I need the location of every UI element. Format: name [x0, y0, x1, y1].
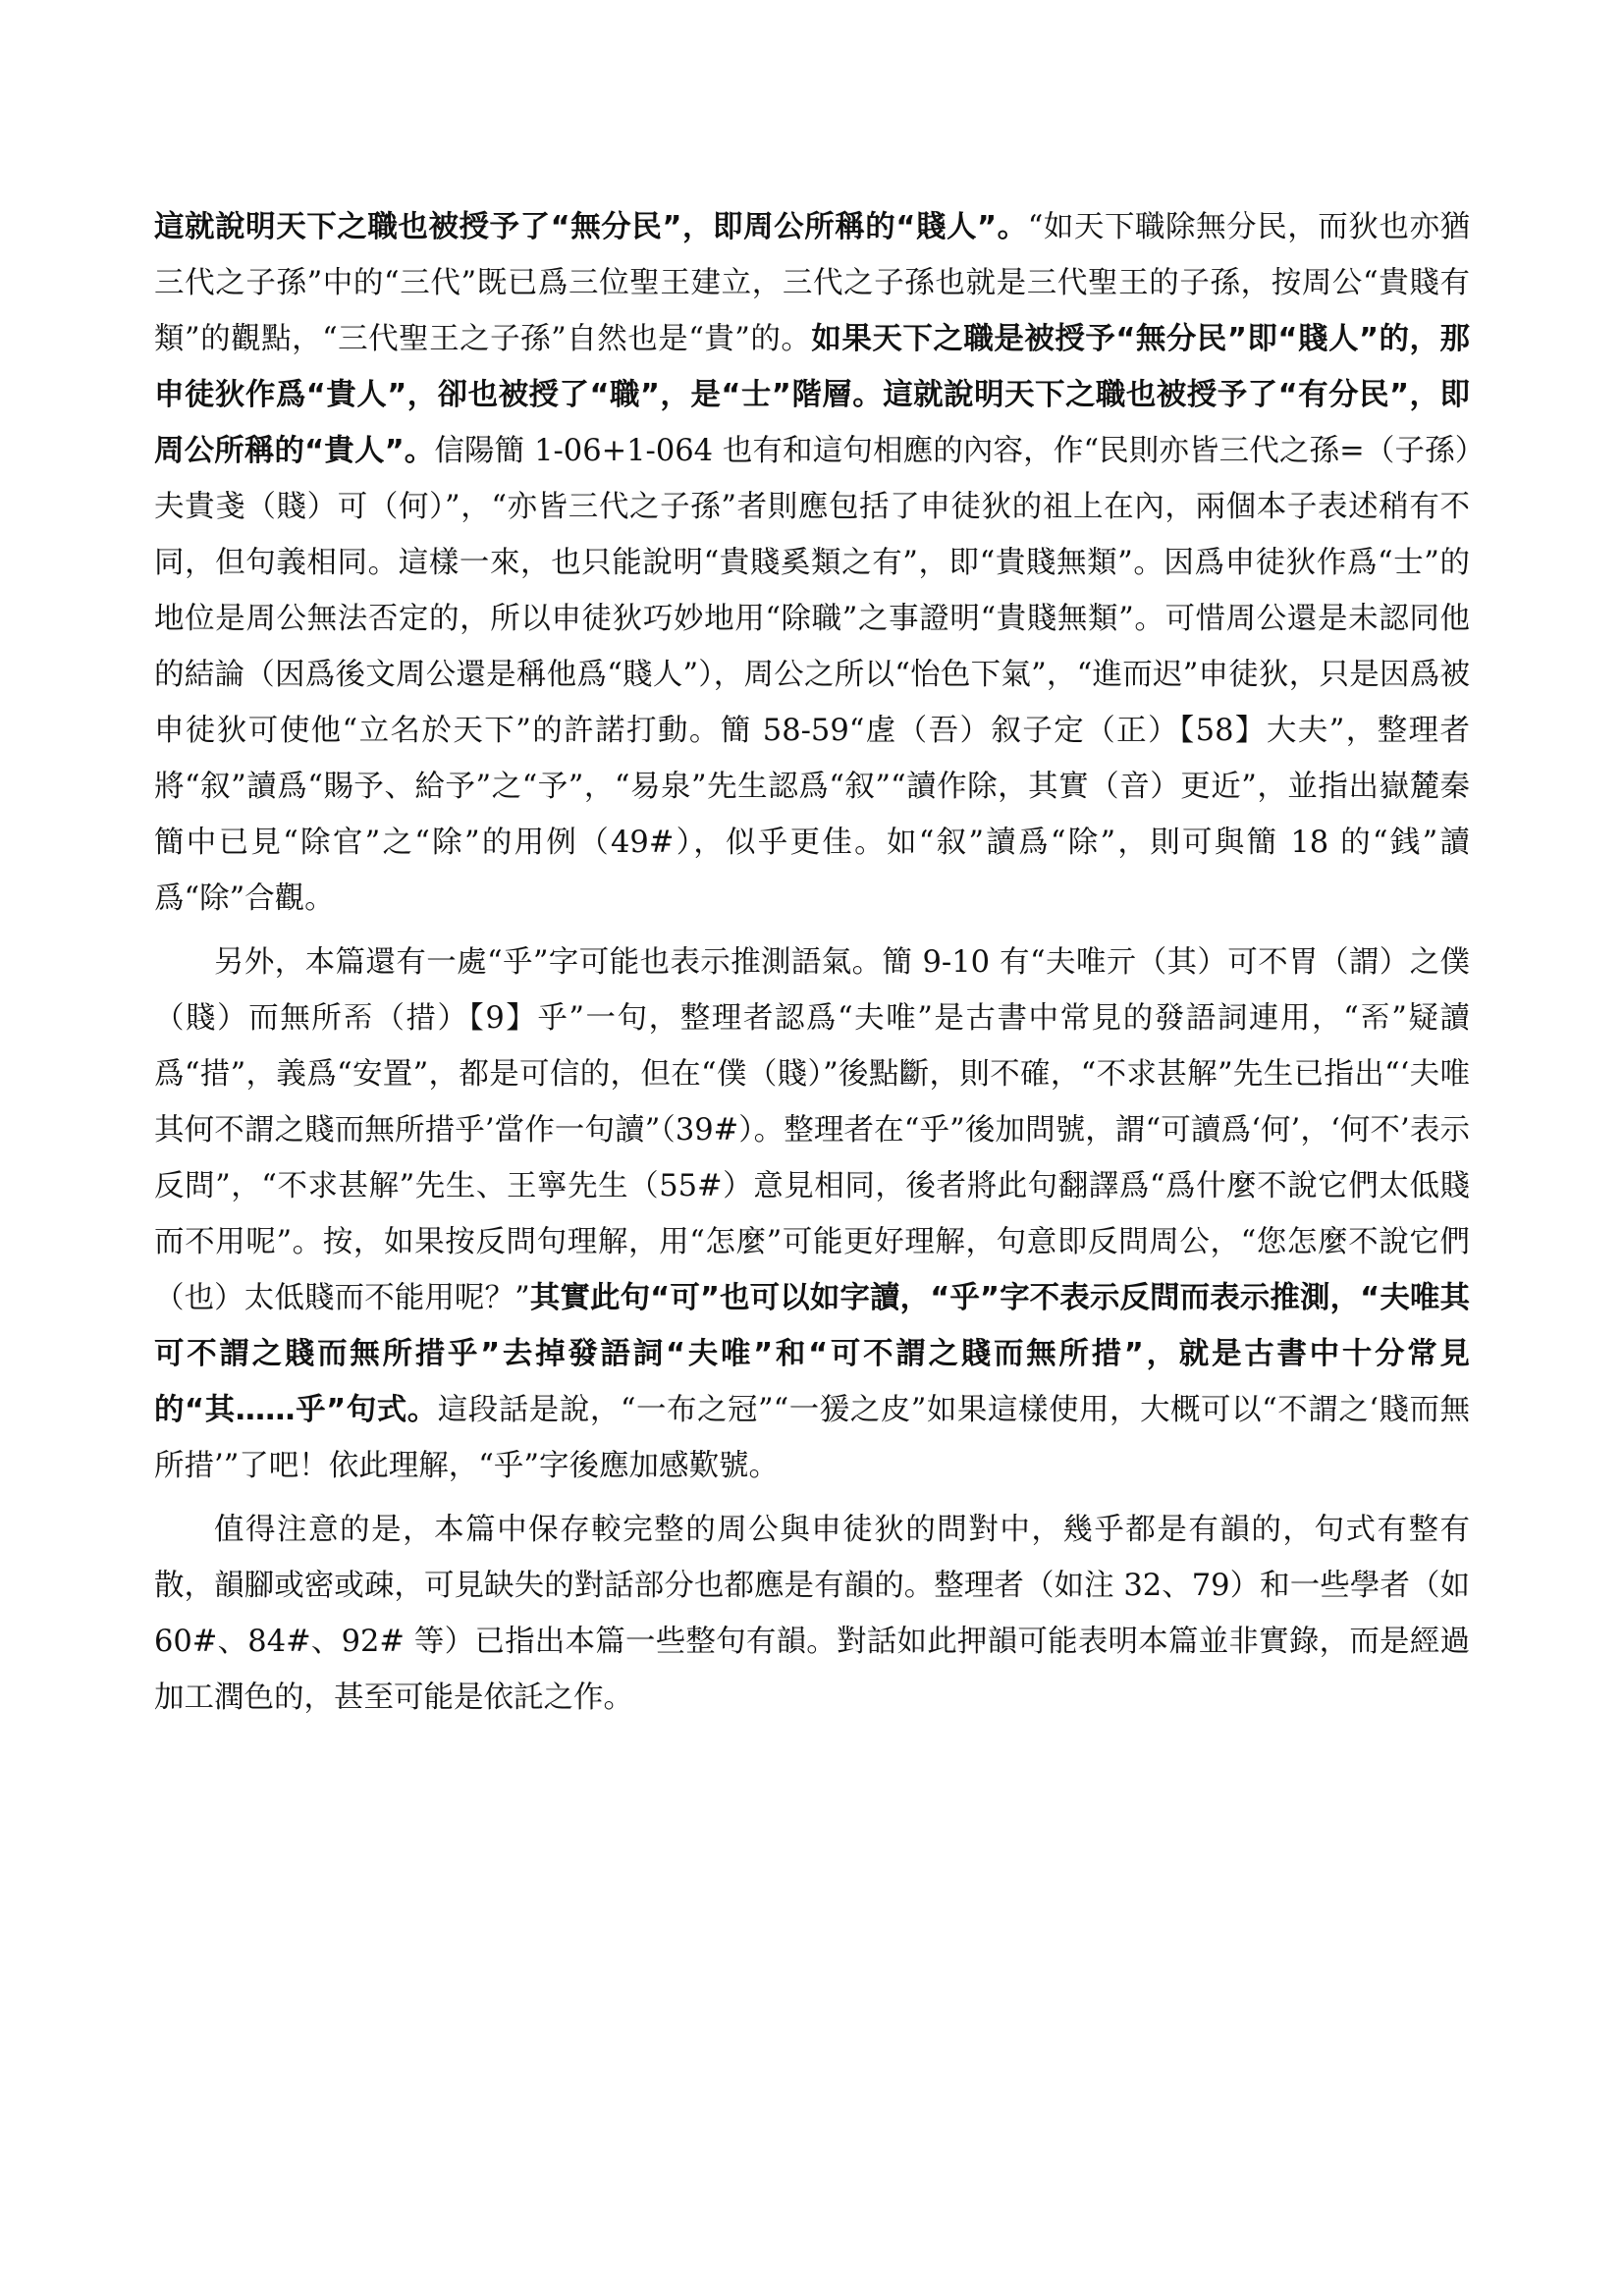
emphasis-text: 其實此句“可”也可以如字讀，“乎”字不表示反問而表示推測，“夫唯其可不謂之賤而無所措乎”去掉發語詞“夫唯”和“可不謂之賤而無所措”，就是古書中十分常見的“其……乎”句式。: [154, 1281, 1471, 1427]
paragraph-1: [154, 199, 1470, 927]
body-text: “如天下職除無分民，而狄也亦猶三代之子孫”中的“三代”既已爲三位聖王建立，三代之子孫也就是三代聖王的子孫，按周公“貴賤有類”的觀點，“三代聖王之子孫”自然也是“貴”的。: [154, 210, 1471, 356]
paragraph-2: [154, 934, 1470, 1494]
body-text: 信陽簡 1-06+1-064 也有和這句相應的內容，作“民則亦皆三代之孫=（子孫）夫貴戔（賤）可（何）”，“亦皆三代之子孫”者則應包括了申徒狄的祖上在內，兩個本子表述稍有不同，但句義相同。這樣一來，也只能說明“貴賤奚類之有”，即“貴賤無類”。因爲申徒狄作爲“士”的地位是周公無法否定的，所以申徒狄巧妙地用“除職”之事證明“貴賤無類”。可惜周公還是未認同他的結論（因爲後文周公還是稱他爲“賤人”），周公之所以“怡色下氣”，“進而迟”申徒狄，只是因爲被申徒狄可使他“立名於天下”的許諾打動。簡 58-59“虗（吾）叙子定（正）【58】大夫”，整理者將“叙”讀爲“賜予、給予”之“予”，“易泉”先生認爲“叙”“讀作除，其實（音）更近”，並指出嶽麓秦簡中已見“除官”之“除”的用例（49#），似乎更佳。如“叙”讀爲“除”，則可與簡 18 的“銭”讀爲“除”合觀。: [154, 434, 1470, 916]
paragraph-3: [154, 1502, 1470, 1726]
body-text: 另外，本篇還有一處“乎”字可能也表示推測語氣。簡 9-10 有“夫唯亓（其）可不胃（謂）之僕（賤）而無所𢁴（措）【9】乎”一句，整理者認爲“夫唯”是古書中常見的發語詞連用，“𢁴”疑讀爲“措”，義爲“安置”，都是可信的，但在“僕（賤）”後點斷，則不確，“不求甚解”先生已指出“‘夫唯其何不謂之賤而無所措乎’當作一句讀”（39#）。整理者在“乎”後加問號，謂“可讀爲‘何’，‘何不’表示反問”，“不求甚解”先生、王寧先生（55#）意見相同，後者將此句翻譯爲“爲什麼不說它們太低賤而不用呢”。按，如果按反問句理解，用“怎麼”可能更好理解，句意即反問周公，“您怎麼不說它們（也）太低賤而不能用呢？”: [154, 945, 1470, 1315]
body-text: 值得注意的是，本篇中保存較完整的周公與申徒狄的問對中，幾乎都是有韻的，句式有整有散，韻腳或密或疎，可見缺失的對話部分也都應是有韻的。整理者（如注 32、79）和一些學者（如 60#、84#、92# 等）已指出本篇一些整句有韻。對話如此押韻可能表明本篇並非實錄，而是經過加工潤色的，甚至可能是依託之作。: [154, 1513, 1470, 1715]
document-page: [154, 199, 1470, 1726]
body-text: 這段話是說，“一布之冠”“一猨之皮”如果這樣使用，大概可以“不謂之‘賤而無所措’”了吧！依此理解，“乎”字後應加感歎號。: [154, 1393, 1471, 1483]
emphasis-text: 這就說明天下之職也被授予了“無分民”，即周公所稱的“賤人”。: [154, 210, 1028, 244]
emphasis-text: 如果天下之職是被授予“無分民”即“賤人”的，那申徒狄作爲“貴人”，卻也被授了“職”，是“士”階層。這就說明天下之職也被授予了“有分民”，即周公所稱的“貴人”。: [154, 322, 1470, 468]
